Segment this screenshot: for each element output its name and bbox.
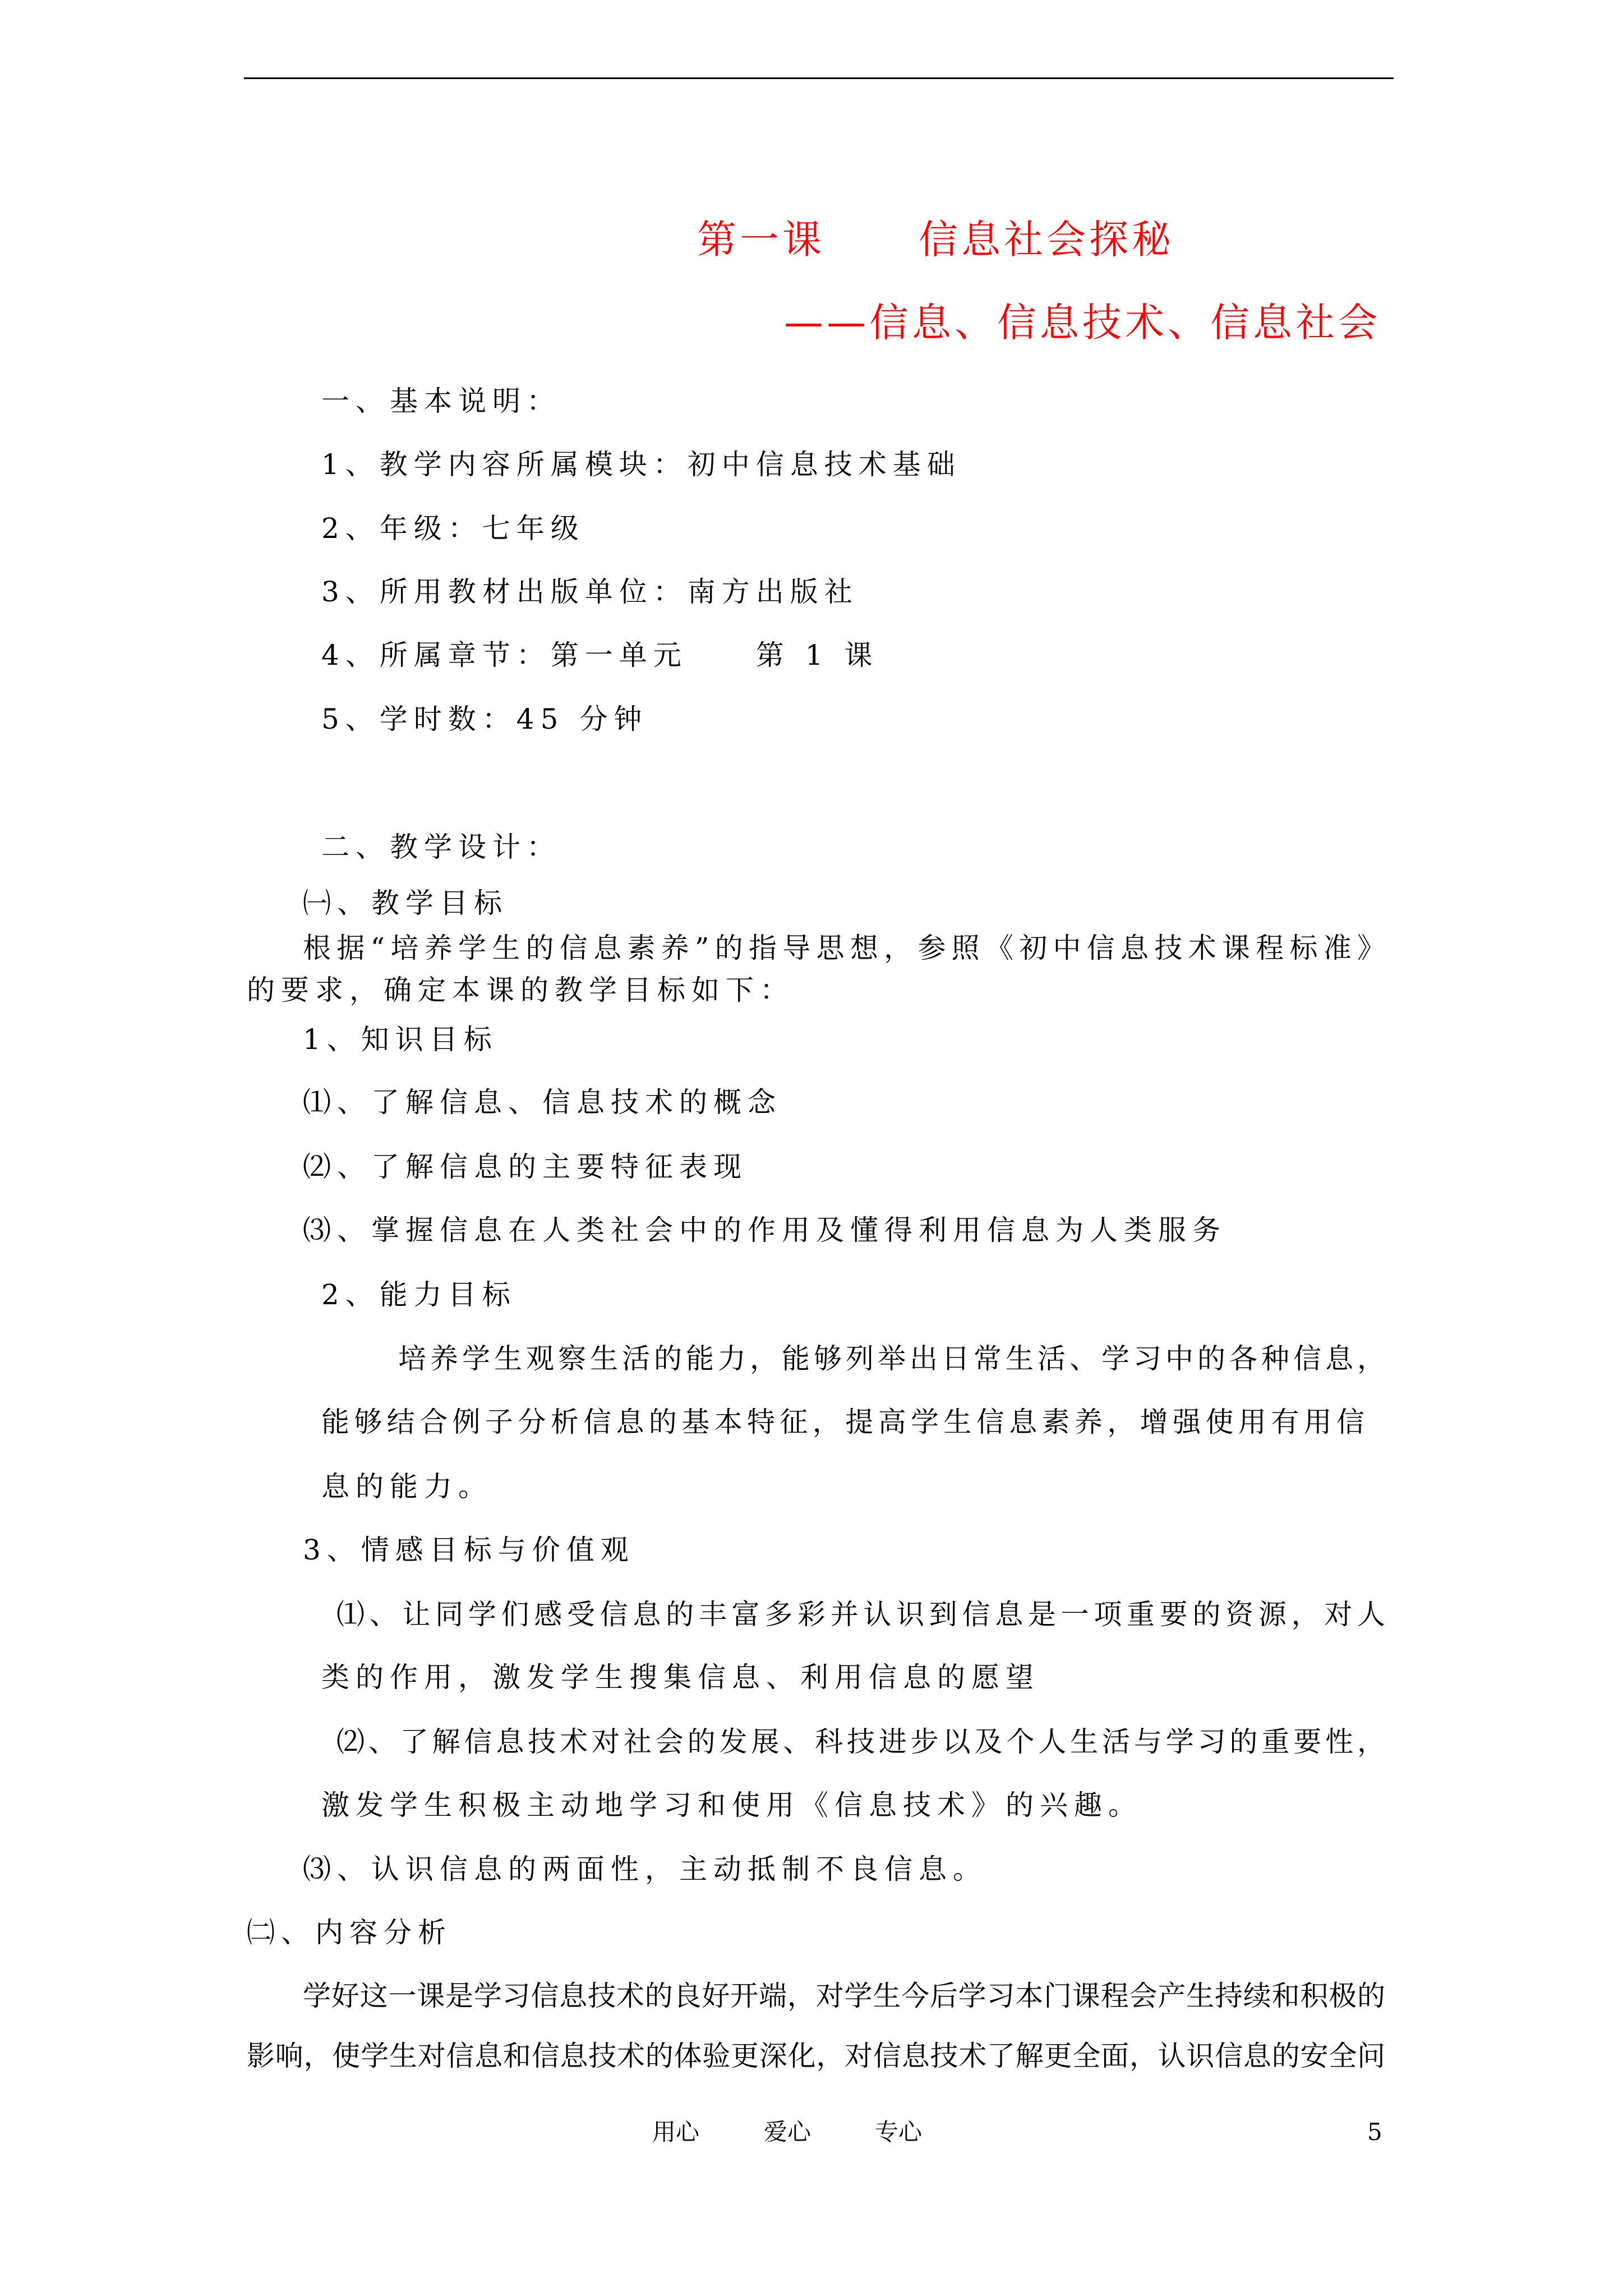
footer-motto: 专心	[875, 2118, 923, 2146]
knowledge-goals-heading: 1、知识目标	[303, 1023, 498, 1056]
emotion-item: ⑵、了解信息技术对社会的发展、科技进步以及个人生活与学习的重要性，	[336, 1726, 1385, 1758]
section1-heading: 一、基本说明：	[321, 385, 561, 417]
info-item: 5、学时数：45 分钟	[321, 703, 648, 735]
emotion-item-cont: 类的作用，激发学生搜集信息、利用信息的愿望	[321, 1661, 1040, 1694]
ability-text-line: 能够结合例子分析信息的基本特征，提高学生信息素养，增强使用有用信	[321, 1406, 1364, 1438]
lesson-number: 第一课	[697, 217, 825, 263]
lesson-subtitle: ——信息、信息技术、信息社会	[784, 300, 1381, 346]
knowledge-item: ⑵、了解信息的主要特征表现	[303, 1151, 748, 1183]
knowledge-item: ⑴、了解信息、信息技术的概念	[303, 1086, 782, 1119]
footer-motto: 用心	[652, 2118, 700, 2146]
emotion-item: ⑶、认识信息的两面性，主动抵制不良信息。	[303, 1853, 987, 1885]
emotion-item-cont: 激发学生积极主动地学习和使用《信息技术》的兴趣。	[321, 1789, 1142, 1821]
emotion-item: ⑴、让同学们感受信息的丰富多彩并认识到信息是一项重要的资源，对人	[336, 1598, 1385, 1631]
info-item: 2、年级：七年级	[321, 512, 585, 545]
info-item: 3、所用教材出版单位：南方出版社	[321, 576, 859, 608]
content-analysis-line: 学好这一课是学习信息技术的良好开端，对学生今后学习本门课程会产生持续和积极的	[303, 1980, 1385, 2012]
info-item: 4、所属章节：第一单元 第 1 课	[321, 639, 879, 671]
goals-intro-line: 根据“培养学生的信息素养”的指导思想，参照《初中信息技术课程标准》	[303, 932, 1385, 964]
emotion-goals-heading: 3、情感目标与价值观	[303, 1534, 635, 1566]
ability-text-line: 培养学生观察生活的能力，能够列举出日常生活、学习中的各种信息，	[398, 1342, 1385, 1375]
footer-motto: 爱心	[764, 2118, 811, 2146]
teaching-goals-heading: ㈠、教学目标	[303, 887, 508, 919]
section2-heading: 二、教学设计：	[321, 831, 561, 863]
info-item: 1、教学内容所属模块：初中信息技术基础	[321, 448, 961, 481]
knowledge-item: ⑶、掌握信息在人类社会中的作用及懂得利用信息为人类服务	[303, 1214, 1227, 1246]
lesson-title: 信息社会探秘	[919, 217, 1174, 263]
content-analysis-heading: ㈡、内容分析	[247, 1916, 452, 1949]
ability-text-line: 息的能力。	[321, 1470, 492, 1503]
content-analysis-line: 影响，使学生对信息和信息技术的体验更深化，对信息技术了解更全面，认识信息的安全问	[247, 2040, 1385, 2072]
header-rule	[244, 77, 1394, 79]
page-number: 5	[1367, 2118, 1382, 2146]
ability-goals-heading: 2、能力目标	[321, 1278, 517, 1311]
goals-intro-line: 的要求，确定本课的教学目标如下：	[247, 974, 794, 1006]
